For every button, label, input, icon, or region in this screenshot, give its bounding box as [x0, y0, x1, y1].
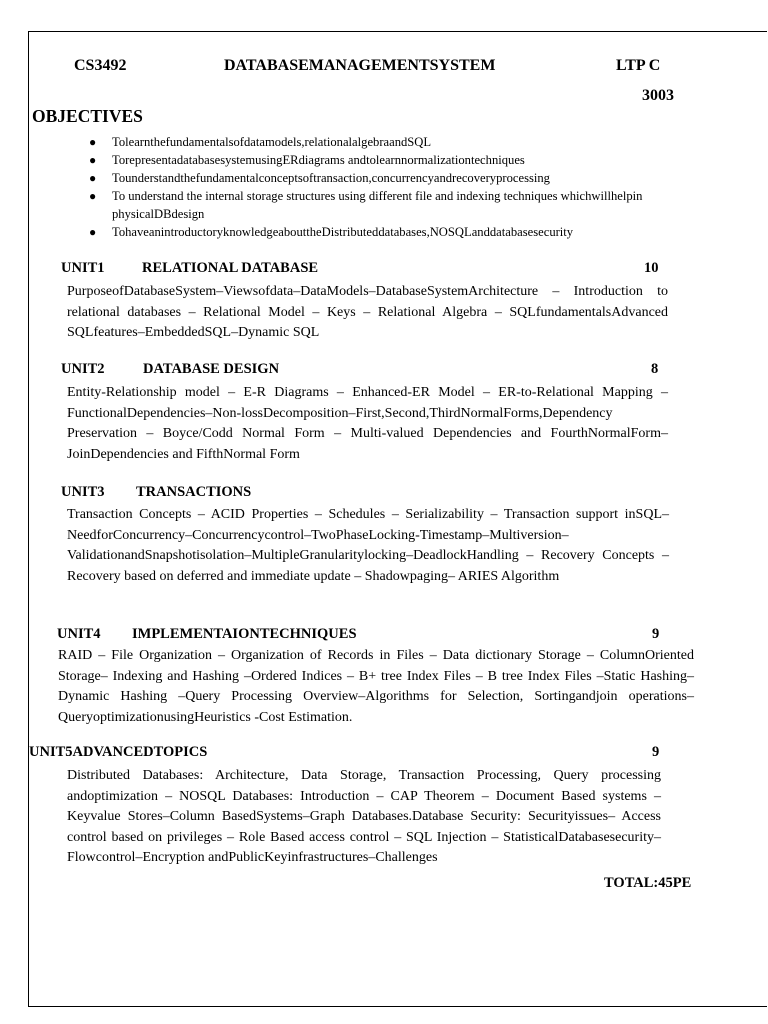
- objective-item: ● TohaveanintroductoryknowledgeabouttheDistributeddatabases,NOSQLanddatabasesecurity: [89, 225, 574, 239]
- bullet-icon: ●: [89, 171, 97, 185]
- objective-item: ● To understand the internal storage structures using different file and indexing techniques whichwillhelpin physicalDBdesign: [89, 189, 643, 221]
- unit1-hours: 10: [644, 260, 659, 276]
- unit3-body: Transaction Concepts – ACID Properties – Schedules – Serializability – Transaction support inSQL–NeedforConcurrency–Concurrencycontrol–TwoPhaseLocking-Timestamp–Multiversion– ValidationandSnapshotisolation–MultipleGranularitylocking–DeadlockHandling – Recovery Concepts – Recovery based on deferred and immediate update – Shadowpaging– ARIES Algorithm: [67, 507, 669, 584]
- unit2-hours: 8: [651, 361, 659, 377]
- objectives-heading: OBJECTIVES: [32, 106, 143, 126]
- course-title: DATABASEMANAGEMENTSYSTEM: [224, 57, 496, 74]
- objectives-list: [85, 133, 672, 241]
- unit1-body: PurposeofDatabaseSystem–Viewsofdata–DataModels–DatabaseSystemArchitecture – Introduction to relational databases – Relational Model – Keys – Relational Algebra – SQLfundamentalsAdvanced SQLfeatures–EmbeddedSQL–Dynamic SQL: [67, 284, 668, 340]
- unit4-title: IMPLEMENTAIONTECHNIQUES: [132, 626, 357, 642]
- unit5-body: Distributed Databases: Architecture, Data Storage, Transaction Processing, Query processing andoptimization – NOSQL Databases: Introduction – CAP Theorem – Document Based systems – Keyvalue Stores–Column BasedSystems–Graph Databases.Database Security: Securityissues– Access control based on privileges – Role Based access control – SQL Injection – StatisticalDatabasesecurity–Flowcontrol–Encryption andPublicKeyinfrastructures–Challenges: [67, 768, 661, 865]
- objective-item: ● Tolearnthefundamentalsofdatamodels,relationalalgebraandSQL: [89, 135, 432, 149]
- unit3-title: TRANSACTIONS: [136, 484, 252, 500]
- unit4-hours: 9: [652, 626, 660, 642]
- bullet-icon: ●: [89, 189, 97, 203]
- objective-item: ● Tounderstandthefundamentalconceptsoftransaction,concurrencyandrecoveryprocessing: [89, 171, 550, 185]
- total-hours: TOTAL:45PE: [604, 875, 692, 891]
- course-code: CS3492: [74, 57, 127, 74]
- unit4-label: UNIT4: [57, 626, 101, 642]
- unit5-label: UNIT5ADVANCEDTOPICS: [29, 744, 208, 760]
- bullet-icon: ●: [89, 135, 97, 149]
- objective-item: ● TorepresentadatabasesystemusingERdiagrams andtolearnnormalizationtechniques: [89, 153, 525, 167]
- unit2-label: UNIT2: [61, 361, 105, 377]
- unit2-body: Entity-Relationship model – E-R Diagrams – Enhanced-ER Model – ER-to-Relational Mapping – FunctionalDependencies–Non-lossDecomposition–First,Second,ThirdNormalForms,Dependency Preservation – Boyce/Codd Normal Form – Multi-valued Dependencies and FourthNormalForm– JoinDependencies and FifthNormal Form: [67, 385, 668, 462]
- bullet-icon: ●: [89, 225, 97, 239]
- ltpc-label: LTP C: [616, 57, 661, 74]
- unit2-title: DATABASE DESIGN: [143, 361, 280, 377]
- bullet-icon: ●: [89, 153, 97, 167]
- unit3-label: UNIT3: [61, 484, 105, 500]
- ltpc-values: 3003: [642, 87, 674, 104]
- unit5-hours: 9: [652, 744, 660, 760]
- unit1-label: UNIT1: [61, 260, 105, 276]
- unit1-title: RELATIONAL DATABASE: [142, 260, 319, 276]
- unit4-body: RAID – File Organization – Organization of Records in Files – Data dictionary Storage – ColumnOriented Storage– Indexing and Hashing –Ordered Indices – B+ tree Index Files – B tree Index Files –Static Hashing– Dynamic Hashing –Query Processing Overview–Algorithms for Selection, Sortingandjoin operations–QueryoptimizationusingHeuristics -Cost Estimation.: [58, 648, 694, 725]
